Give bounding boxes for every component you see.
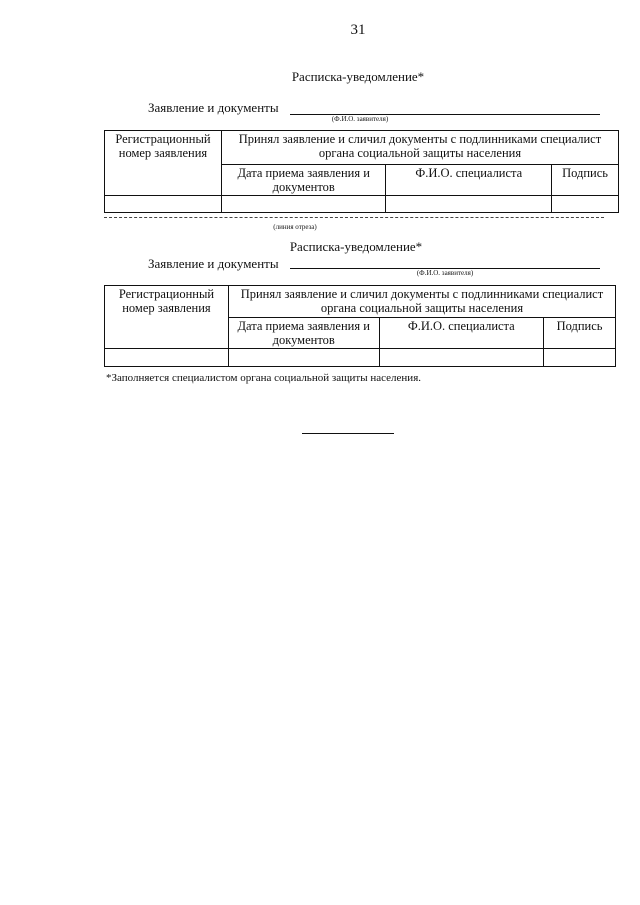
cut-line-label: (линия отреза) <box>273 223 317 231</box>
page-number: 31 <box>350 22 366 38</box>
signature-header: Подпись <box>544 318 616 349</box>
reg-number-header: Регистрационный номер заявления <box>105 286 229 349</box>
receipt-title: Расписка-уведомление* <box>291 69 425 84</box>
accepted-header: Принял заявление и сличил документы с подлинниками специалист органа социальной защиты населения <box>221 131 618 165</box>
end-rule <box>302 433 394 434</box>
receipt-table <box>104 130 619 213</box>
date-cell <box>221 196 386 213</box>
specialist-header: Ф.И.О. специалиста <box>379 318 544 349</box>
signature-header: Подпись <box>552 165 619 196</box>
accepted-header: Принял заявление и сличил документы с подлинниками специалист органа социальной защиты населения <box>228 286 615 318</box>
applicant-name-hint: (Ф.И.О. заявителя) <box>416 269 474 277</box>
specialist-header: Ф.И.О. специалиста <box>386 165 552 196</box>
date-header: Дата приема заявления и документов <box>221 165 386 196</box>
reg-number-cell <box>105 349 229 367</box>
date-cell <box>228 349 379 367</box>
date-header: Дата приема заявления и документов <box>228 318 379 349</box>
receipt-title: Расписка-уведомление* <box>289 239 423 254</box>
reg-number-cell <box>105 196 222 213</box>
signature-cell <box>552 196 619 213</box>
signature-cell <box>544 349 616 367</box>
cut-line <box>104 217 604 218</box>
specialist-cell <box>386 196 552 213</box>
footnote: *Заполняется специалистом органа социальной защиты населения. <box>106 372 421 384</box>
specialist-cell <box>379 349 544 367</box>
reg-number-header: Регистрационный номер заявления <box>105 131 222 196</box>
receipt-table <box>104 285 616 367</box>
statement-label: Заявление и документы <box>148 100 279 115</box>
applicant-name-hint: (Ф.И.О. заявителя) <box>331 115 389 123</box>
statement-label: Заявление и документы <box>148 256 279 271</box>
